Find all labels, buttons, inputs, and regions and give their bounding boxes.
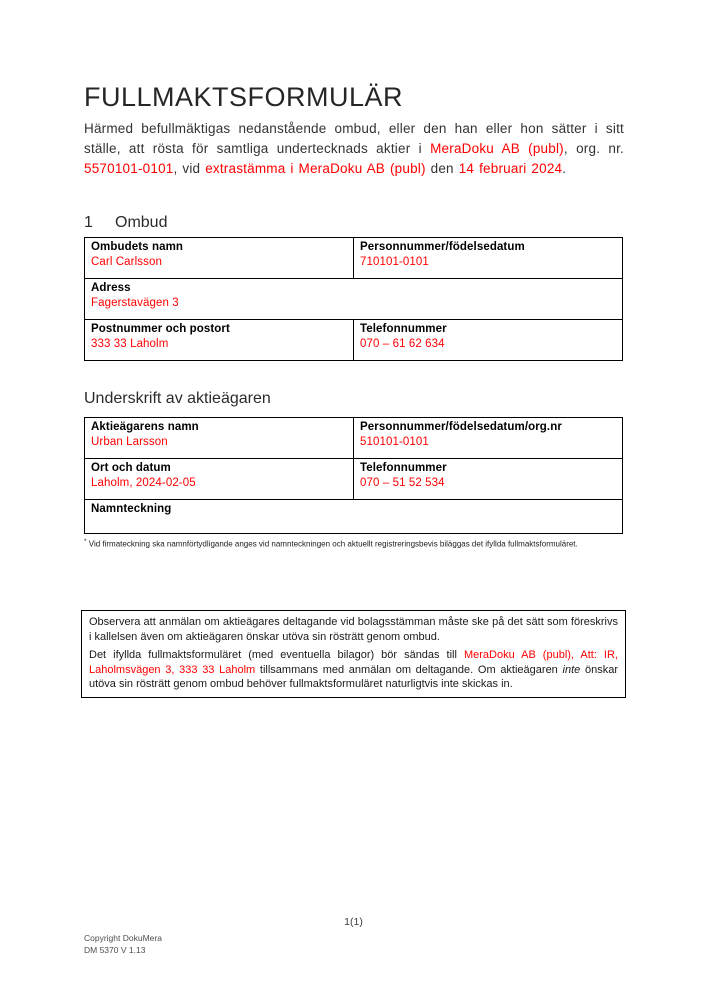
text-segment-red: MeraDoku AB (publ), Att: IR, Laholmsvägen 3, 333 33 Laholm [89,649,618,676]
text-segment: den [425,161,459,176]
field-value: Carl Carlsson [91,256,162,268]
section-number: 1 [84,214,93,231]
text-segment-red: 14 februari 2024 [458,161,563,176]
footnote-text: Vid firmateckning ska namnförtydligande anges vid namnteckningen och aktuellt registreringsbevis biläggas det ifyllda fullmaktsformuläret. [86,539,578,549]
text-segment: , vid [173,161,206,176]
field-label: Postnummer och postort [91,323,230,335]
copyright-line-1: Copyright DokuMera [84,933,162,943]
copyright-block [84,933,162,956]
field-label: Ombudets namn [91,241,184,253]
field-ort-datum [85,459,354,500]
text-segment-red: 5570101-0101 [84,161,174,176]
field-label: Adress [91,282,131,294]
table-row [85,238,623,279]
firmateckning-footnote [84,538,629,549]
field-value: Fagerstavägen 3 [91,297,179,309]
field-value: Laholm, 2024-02-05 [91,477,196,489]
table-row [85,500,623,534]
field-label: Personnummer/födelsedatum [360,241,525,253]
field-label: Personnummer/födelsedatum/org.nr [360,421,562,433]
field-telefonnummer-aktieagare [354,459,623,500]
field-value: 070 – 61 62 634 [360,338,445,350]
document-title: FULLMAKTSFORMULÄR [84,82,404,112]
field-label: Ort och datum [91,462,171,474]
text-segment: önskar utöva sin rösträtt genom ombud behöver fullmaktsformuläret naturligtvis inte skickas in. [89,663,618,690]
field-value: 333 33 Laholm [91,338,169,350]
notice-paragraph-2 [89,648,618,692]
footnote-marker: * [84,538,87,545]
field-value: 070 – 51 52 534 [360,477,445,489]
text-segment: Det ifyllda fullmaktsformuläret (med eventuella bilagor) bör sändas till [89,649,464,661]
field-value: Urban Larsson [91,436,168,448]
text-segment: , org. nr. [563,141,625,156]
field-personnummer [354,238,623,279]
text-segment: . [562,161,567,176]
field-namnteckning [85,500,623,534]
field-telefonnummer-ombud [354,320,623,361]
field-personnummer-orgnr [354,418,623,459]
field-ombudets-namn [85,238,354,279]
underskrift-table [84,417,623,534]
copyright-line-2: DM 5370 V 1.13 [84,944,146,955]
field-value: 710101-0101 [360,256,429,268]
field-adress [85,279,623,320]
section-label: Ombud [115,214,168,231]
table-row [85,459,623,500]
notice-paragraph-1: Observera att anmälan om aktieägares deltagande vid bolagsstämman måste ske på det sätt som föreskrivs i kallelsen även om aktieägaren önskar utöva sin rösträtt genom ombud. [89,616,618,643]
intro-paragraph [84,119,624,179]
section-heading-underskrift: Underskrift av aktieägaren [84,390,271,407]
field-value: 510101-0101 [360,436,429,448]
text-segment-italic: inte [562,663,581,676]
table-row [85,320,623,361]
field-label: Aktieägarens namn [91,421,199,433]
text-segment-red: MeraDoku AB (publ) [430,141,564,156]
field-label: Namnteckning [91,503,172,515]
text-segment: Härmed befullmäktigas nedanstående ombud, eller den han eller hon sätter i sitt ställe, att rösta för samtliga undertecknads aktier i [84,121,624,156]
page-number: 1(1) [344,916,363,928]
field-postnummer-postort [85,320,354,361]
text-segment: tillsammans med anmälan om deltagande. Om aktieägaren [255,663,563,676]
ombud-table [84,237,623,361]
table-row [85,418,623,459]
field-label: Telefonnummer [360,323,447,335]
field-label: Telefonnummer [360,462,447,474]
text-segment-red: extrastämma i MeraDoku AB (publ) [205,161,426,176]
section-heading-ombud [84,214,167,232]
field-aktieagarens-namn [85,418,354,459]
notice-box [81,610,626,698]
table-row [85,279,623,320]
